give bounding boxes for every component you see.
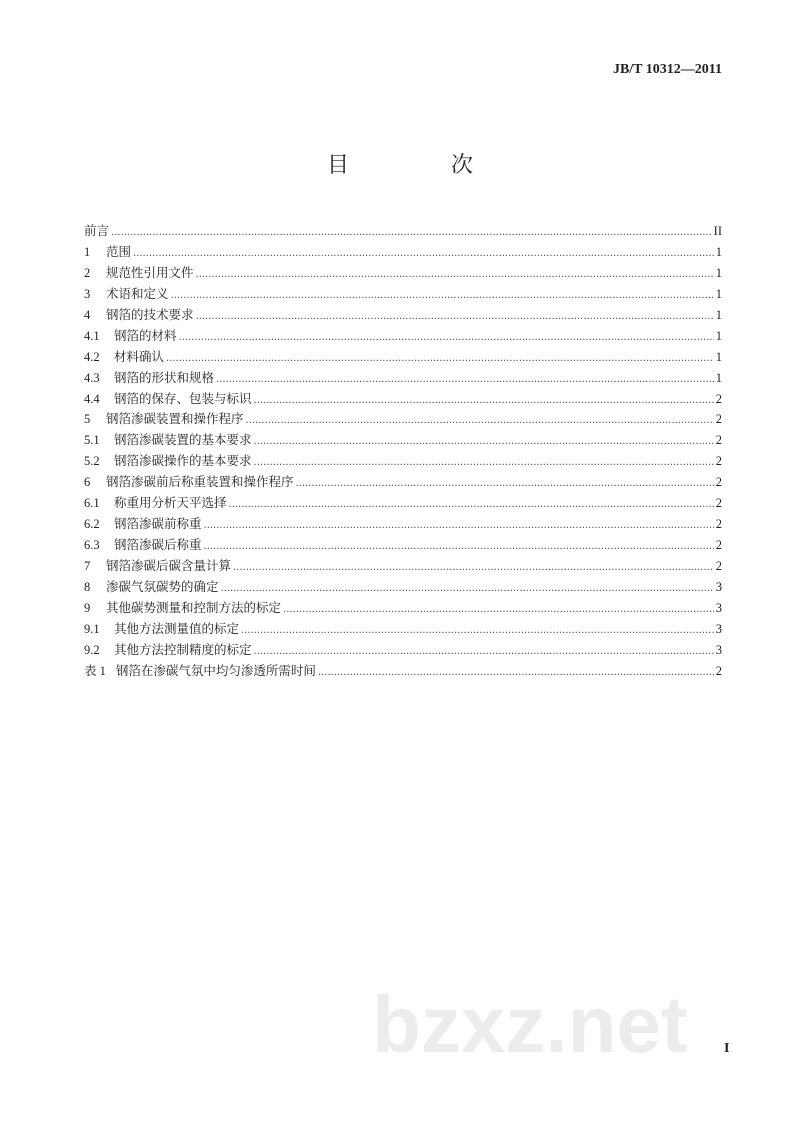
- toc-entry-label: 范围: [106, 243, 132, 259]
- toc-entry-page: 2: [715, 454, 722, 469]
- leader-dots: [111, 223, 712, 244]
- leader-dots: [318, 663, 714, 684]
- toc-entry-page: 2: [715, 412, 722, 427]
- leader-dots: [179, 328, 714, 349]
- leader-dots: [283, 600, 714, 621]
- toc-entry-number: 5.2: [84, 454, 100, 469]
- toc-entry-number: 6: [84, 475, 91, 490]
- toc-entry-page: 1: [715, 286, 722, 301]
- toc-entry-number: 8: [84, 579, 91, 594]
- toc-entry-label: 钢箔的保存、包装与标识: [114, 390, 252, 406]
- toc-entry-number: 6.2: [84, 517, 100, 532]
- toc-entry-number: 4.1: [84, 328, 100, 343]
- toc-entry[interactable]: [84, 556, 722, 577]
- toc-entry-label: 钢箔渗碳前称重: [114, 516, 202, 532]
- leader-dots: [254, 432, 714, 453]
- leader-dots: [204, 537, 714, 558]
- toc-entry-number: 2: [84, 265, 91, 280]
- toc-entry-page: 2: [715, 475, 722, 490]
- toc-entry-page: 3: [715, 600, 722, 615]
- toc-entry-page: 2: [715, 663, 722, 678]
- toc-entry-page: 2: [715, 559, 722, 573]
- toc-entry-page: 3: [715, 621, 722, 636]
- toc-entry-label: 钢箔在渗碳气氛中均匀渗透所需时间: [115, 662, 316, 678]
- toc-entry[interactable]: [84, 409, 722, 430]
- leader-dots: [171, 286, 714, 307]
- toc-entry[interactable]: [84, 305, 722, 326]
- toc-entry-label: 前言: [84, 223, 110, 238]
- toc-entry[interactable]: [84, 451, 722, 472]
- toc-entry-label: 钢箔渗碳后碳含量计算: [106, 558, 232, 573]
- toc-entry-number: 1: [84, 244, 91, 259]
- toc-entry-number: 4.3: [84, 370, 100, 385]
- toc-entry-number: 6.1: [84, 496, 100, 511]
- toc-entry-number: 6.3: [84, 538, 100, 553]
- toc-entry[interactable]: [84, 242, 722, 263]
- toc-entry-page: 2: [715, 433, 722, 448]
- toc-entry-label: 其他方法控制精度的标定: [114, 641, 252, 657]
- toc-entry-page: 1: [715, 328, 722, 343]
- toc-entry-number: 4.2: [84, 349, 100, 364]
- toc-entry-label: 钢箔渗碳装置和操作程序: [106, 411, 244, 427]
- toc-entry-page: 1: [715, 307, 722, 322]
- toc-entry[interactable]: [84, 535, 722, 556]
- leader-dots: [133, 244, 714, 265]
- standard-number: JB/T 10312—2011: [612, 62, 722, 77]
- toc-entry[interactable]: [84, 284, 722, 305]
- leader-dots: [254, 391, 714, 412]
- toc-entry-label: 钢箔的技术要求: [106, 306, 194, 322]
- toc-entry[interactable]: [84, 661, 722, 682]
- toc-entry[interactable]: [84, 263, 722, 284]
- toc-entry-number: 表 1: [84, 663, 106, 678]
- toc-entry-number: 5: [84, 412, 91, 427]
- leader-dots: [221, 579, 714, 600]
- table-of-contents: [84, 221, 722, 682]
- toc-entry-page: II: [713, 224, 722, 238]
- toc-entry-page: 2: [715, 517, 722, 532]
- toc-entry-page: 2: [715, 538, 722, 553]
- toc-entry-label: 钢箔渗碳操作的基本要求: [114, 453, 252, 469]
- toc-entry[interactable]: [84, 221, 722, 242]
- toc-entry[interactable]: [84, 619, 722, 640]
- toc-entry[interactable]: [84, 598, 722, 619]
- toc-entry-page: 2: [715, 496, 722, 511]
- toc-entry[interactable]: [84, 347, 722, 368]
- toc-entry-label: 钢箔的材料: [114, 327, 177, 343]
- leader-dots: [241, 621, 714, 642]
- leader-dots: [196, 307, 714, 328]
- toc-entry[interactable]: [84, 640, 722, 661]
- toc-entry-label: 规范性引用文件: [106, 264, 194, 280]
- toc-entry-label: 钢箔渗碳后称重: [114, 537, 202, 553]
- toc-entry-number: 3: [84, 286, 91, 301]
- toc-entry-page: 3: [715, 579, 722, 594]
- toc-entry-page: 1: [715, 370, 722, 385]
- toc-entry-number: 9.2: [84, 642, 100, 657]
- leader-dots: [216, 370, 714, 391]
- leader-dots: [166, 349, 714, 370]
- leader-dots: [233, 558, 714, 579]
- toc-entry-label: 材料确认: [114, 348, 165, 364]
- toc-entry[interactable]: [84, 389, 722, 410]
- toc-entry[interactable]: [84, 430, 722, 451]
- toc-entry-label: 钢箔的形状和规格: [114, 369, 215, 385]
- toc-entry-number: 9: [84, 600, 91, 615]
- leader-dots: [254, 642, 714, 663]
- page-title: 目 次: [326, 153, 513, 178]
- leader-dots: [296, 474, 714, 495]
- toc-entry-label: 钢箔渗碳前后称重装置和操作程序: [106, 474, 294, 490]
- toc-entry-page: 3: [715, 642, 722, 657]
- toc-entry[interactable]: [84, 577, 722, 598]
- toc-entry[interactable]: [84, 493, 722, 514]
- watermark: bzxz.net: [372, 980, 688, 1069]
- toc-entry-number: 5.1: [84, 433, 100, 448]
- leader-dots: [246, 411, 714, 432]
- toc-entry[interactable]: [84, 368, 722, 389]
- toc-entry[interactable]: [84, 326, 722, 347]
- toc-entry-page: 1: [715, 349, 722, 364]
- toc-entry-label: 其他碳势测量和控制方法的标定: [106, 599, 282, 615]
- leader-dots: [204, 516, 714, 537]
- leader-dots: [196, 265, 714, 286]
- toc-entry-number: 4.4: [84, 391, 100, 406]
- toc-entry-label: 钢箔渗碳装置的基本要求: [114, 432, 252, 448]
- toc-entry-page: 1: [715, 265, 722, 280]
- toc-entry[interactable]: [84, 514, 722, 535]
- toc-entry-page: 1: [715, 244, 722, 259]
- toc-entry-label: 渗碳气氛碳势的确定: [106, 578, 219, 594]
- toc-entry-page: 2: [715, 391, 722, 406]
- page-number: I: [724, 1041, 730, 1056]
- toc-entry-number: 9.1: [84, 621, 100, 636]
- toc-entry-number: 4: [84, 307, 91, 322]
- toc-entry-number: 7: [84, 559, 91, 573]
- toc-entry-label: 其他方法测量值的标定: [114, 620, 240, 636]
- leader-dots: [229, 495, 714, 516]
- toc-entry-label: 称重用分析天平选择: [114, 495, 227, 511]
- toc-entry[interactable]: [84, 472, 722, 493]
- toc-entry-label: 术语和定义: [106, 285, 169, 301]
- leader-dots: [254, 453, 714, 474]
